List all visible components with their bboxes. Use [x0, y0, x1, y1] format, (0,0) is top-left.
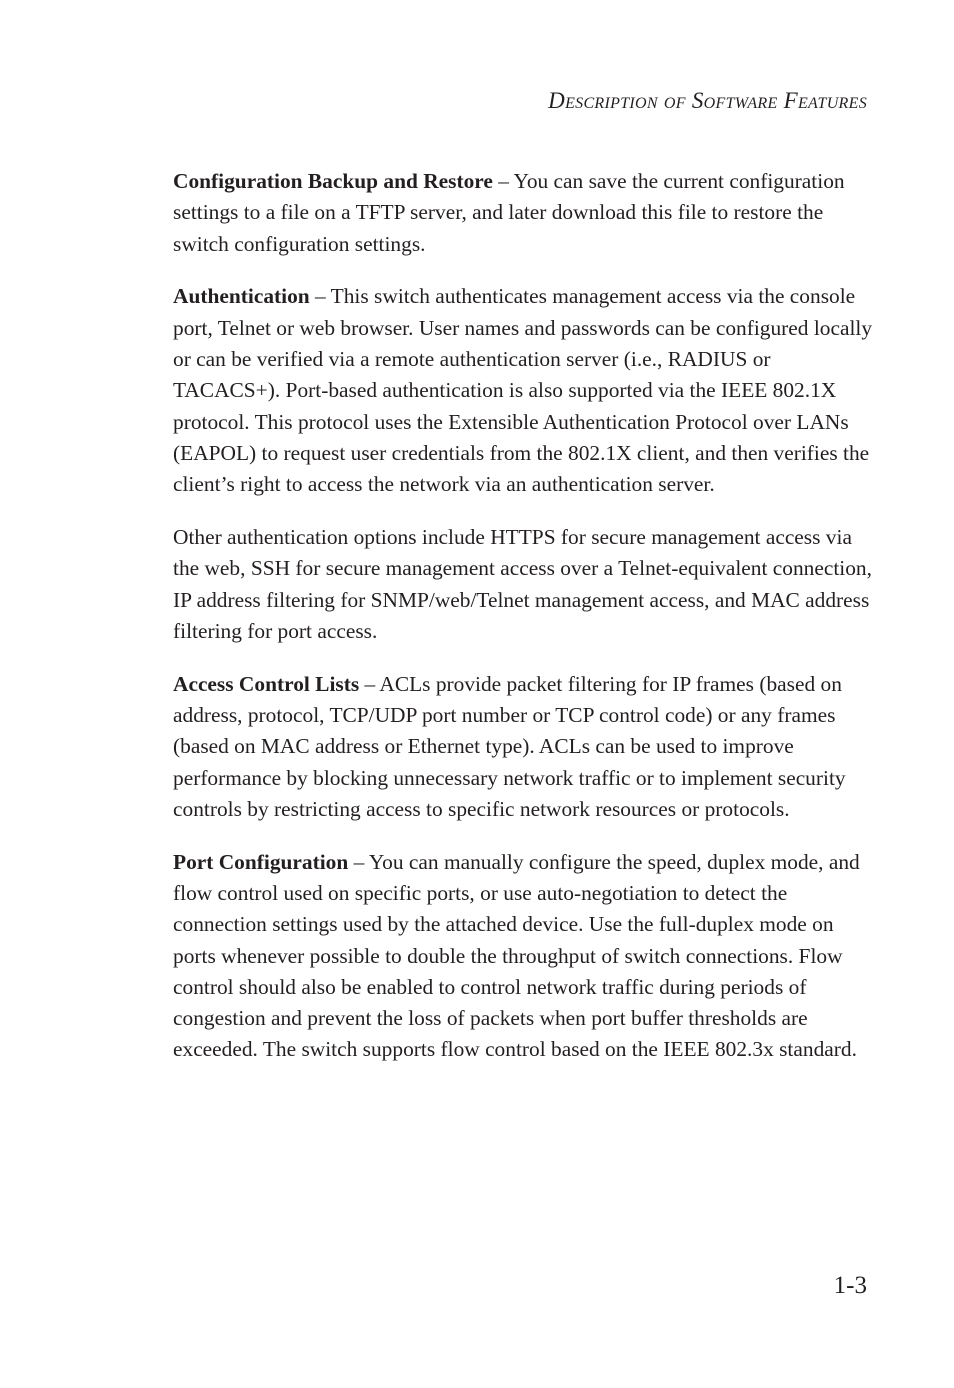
term-configuration-backup: Configuration Backup and Restore: [173, 169, 493, 193]
paragraph-text: – You can save the current configuration settings to a file on a TFTP server, and later download this file to restore the switch configuration settings.: [173, 169, 845, 256]
paragraph-authentication: [173, 281, 873, 500]
paragraph-text: Other authentication options include HTTPS for secure management access via the web, SSH for secure management access over a Telnet-equivalent connection, IP address filtering for SNMP/web/Telnet management access, and MAC address filtering for port access.: [173, 524, 872, 643]
term-port-configuration: Port Configuration: [173, 849, 349, 874]
paragraph-text: – You can manually configure the speed, duplex mode, and flow control used on specific ports, or use auto-negotiation to detect the connection settings used by the attached device. Use the full-duplex mode on ports whenever possible to double the throughput of switch connections. Flow control should also be enabled to control network traffic during periods of congestion and prevent the loss of packets when port buffer thresholds are exceeded. The switch supports flow control based on the IEEE 802.3x standard.: [173, 849, 860, 1062]
paragraph-text: – ACLs provide packet filtering for IP frames (based on address, protocol, TCP/UDP port number or TCP control code) or any frames (based on MAC address or Ethernet type). ACLs can be used to improve performance by blocking unnecessary network traffic or to implement security controls by restricting access to specific network resources or protocols.: [173, 671, 846, 821]
main-content: [173, 166, 873, 1087]
paragraph-port-configuration: [173, 847, 873, 1066]
running-header: Description of Software Features: [548, 88, 867, 113]
paragraph-text: – This switch authenticates management access via the console port, Telnet or web browser. User names and passwords can be configured locally or can be verified via a remote authentication server (i.e., RADIUS or TACACS+). Port-based authentication is also supported via the IEEE 802.1X protocol. This protocol uses the Extensible Authentication Protocol over LANs (EAPOL) to request user credentials from the 802.1X client, and then verifies the client’s right to access the network via an authentication server.: [173, 284, 873, 497]
paragraph-access-control-lists: [173, 669, 873, 825]
paragraph-other-authentication: [173, 522, 873, 647]
page-number: 1-3: [833, 1272, 867, 1299]
term-authentication: Authentication: [173, 284, 310, 309]
paragraph-configuration-backup: [173, 166, 873, 260]
term-access-control-lists: Access Control Lists: [173, 671, 360, 696]
